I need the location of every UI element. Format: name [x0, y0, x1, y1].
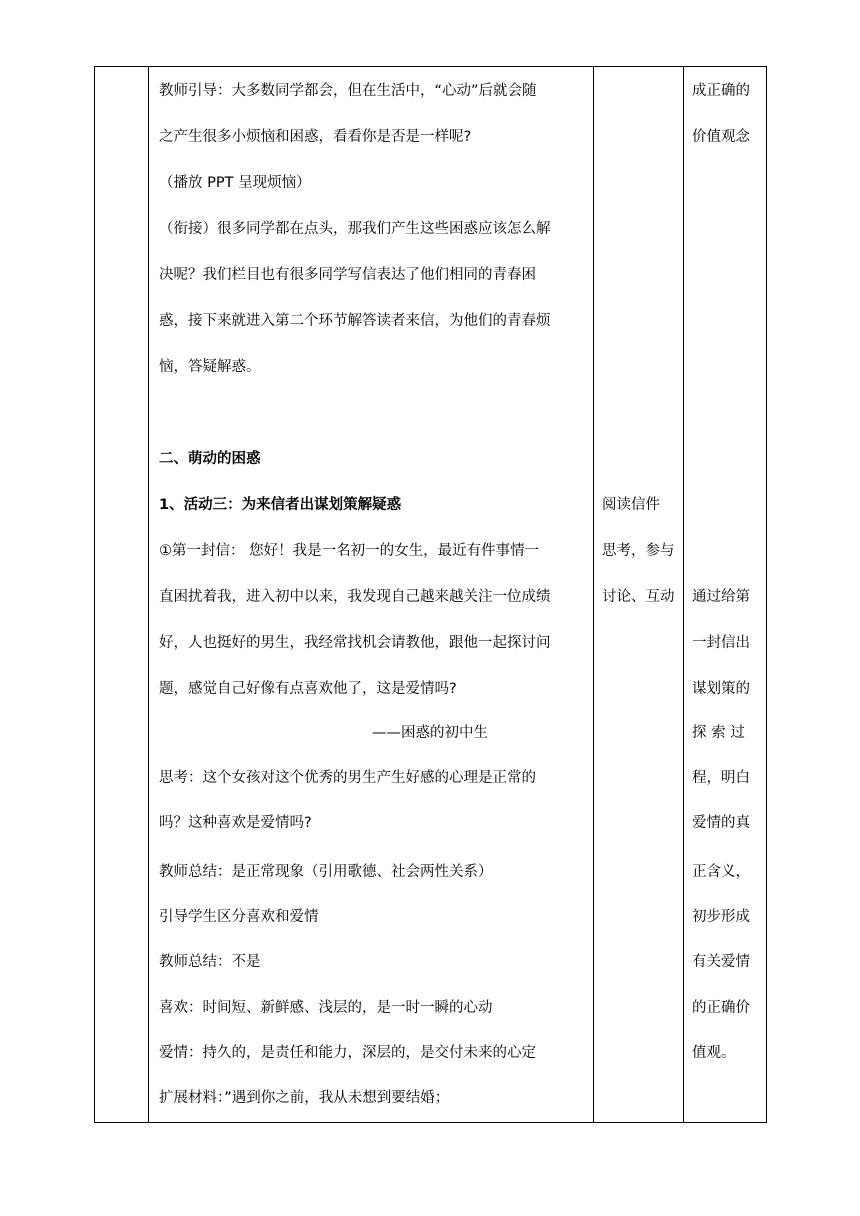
process-text: 吗？这种喜欢是爱情吗? [159, 815, 312, 831]
column-divider [593, 67, 594, 1122]
process-text: 决呢？我们栏目也有很多同学写信表达了他们相同的青春困 [159, 267, 536, 283]
process-text: 惑，接下来就进入第二个环节解答读者来信，为他们的青春烦 [159, 313, 551, 329]
letter-text: ①第一封信： 您好！我是一名初一的女生，最近有件事情一 [159, 543, 540, 559]
process-text: 爱情：持久的，是责任和能力，深层的，是交付未来的心定 [159, 1045, 536, 1061]
process-text: 引导学生区分喜欢和爱情 [159, 909, 319, 925]
student-activity-text: 阅读信件 [602, 497, 660, 513]
process-text: （衔接）很多同学都在点头，那我们产生这些困惑应该怎么解 [159, 221, 551, 237]
intent-text: 初步形成 [692, 909, 750, 925]
intent-text: 有关爱情 [692, 954, 750, 970]
process-text: 扩展材料：”遇到你之前，我从未想到要结婚； [159, 1090, 450, 1106]
process-text: 教师总结：不是 [159, 954, 261, 970]
process-text: 恼，答疑解惑。 [159, 359, 261, 375]
process-text: （播放 PPT 呈现烦恼） [159, 175, 311, 191]
intent-text: 值观。 [692, 1045, 736, 1061]
process-text: 思考：这个女孩对这个优秀的男生产生好感的心理是正常的 [159, 770, 536, 786]
letter-text: 直困扰着我，进入初中以来，我发现自己越来越关注一位成绩 [159, 589, 551, 605]
process-text: 之产生很多小烦恼和困惑，看看你是否是一样呢? [159, 129, 472, 145]
activity-title: 1、活动三：为来信者出谋划策解疑惑 [159, 497, 402, 513]
column-divider [683, 67, 684, 1122]
intent-text: 价值观念 [692, 129, 750, 145]
student-activity-text: 思考，参与 [602, 543, 675, 559]
column-divider [148, 67, 149, 1122]
letter-text: 题，感觉自己好像有点喜欢他了，这是爱情吗? [159, 681, 457, 697]
intent-text: 一封信出 [692, 635, 750, 651]
intent-text: 程，明白 [692, 770, 750, 786]
intent-text: 爱情的真 [692, 815, 750, 831]
intent-text: 的正确价 [692, 1000, 750, 1016]
intent-text: 探 索 过 [692, 725, 745, 741]
section-title: 二、萌动的困惑 [159, 451, 261, 467]
student-activity-text: 讨论、互动 [602, 589, 675, 605]
letter-signature: ——困惑的初中生 [372, 725, 488, 741]
process-text: 教师总结：是正常现象（引用歌德、社会两性关系） [159, 864, 493, 880]
process-text: 教师引导：大多数同学都会，但在生活中，“心动”后就会随 [159, 83, 537, 99]
letter-text: 好，人也挺好的男生，我经常找机会请教他，跟他一起探讨问 [159, 635, 551, 651]
lesson-plan-table [94, 66, 767, 1123]
intent-text: 正含义， [692, 864, 750, 880]
intent-text: 通过给第 [692, 589, 750, 605]
intent-text: 成正确的 [692, 83, 750, 99]
process-text: 喜欢：时间短、新鲜感、浅层的，是一时一瞬的心动 [159, 1000, 493, 1016]
intent-text: 谋划策的 [692, 681, 750, 697]
